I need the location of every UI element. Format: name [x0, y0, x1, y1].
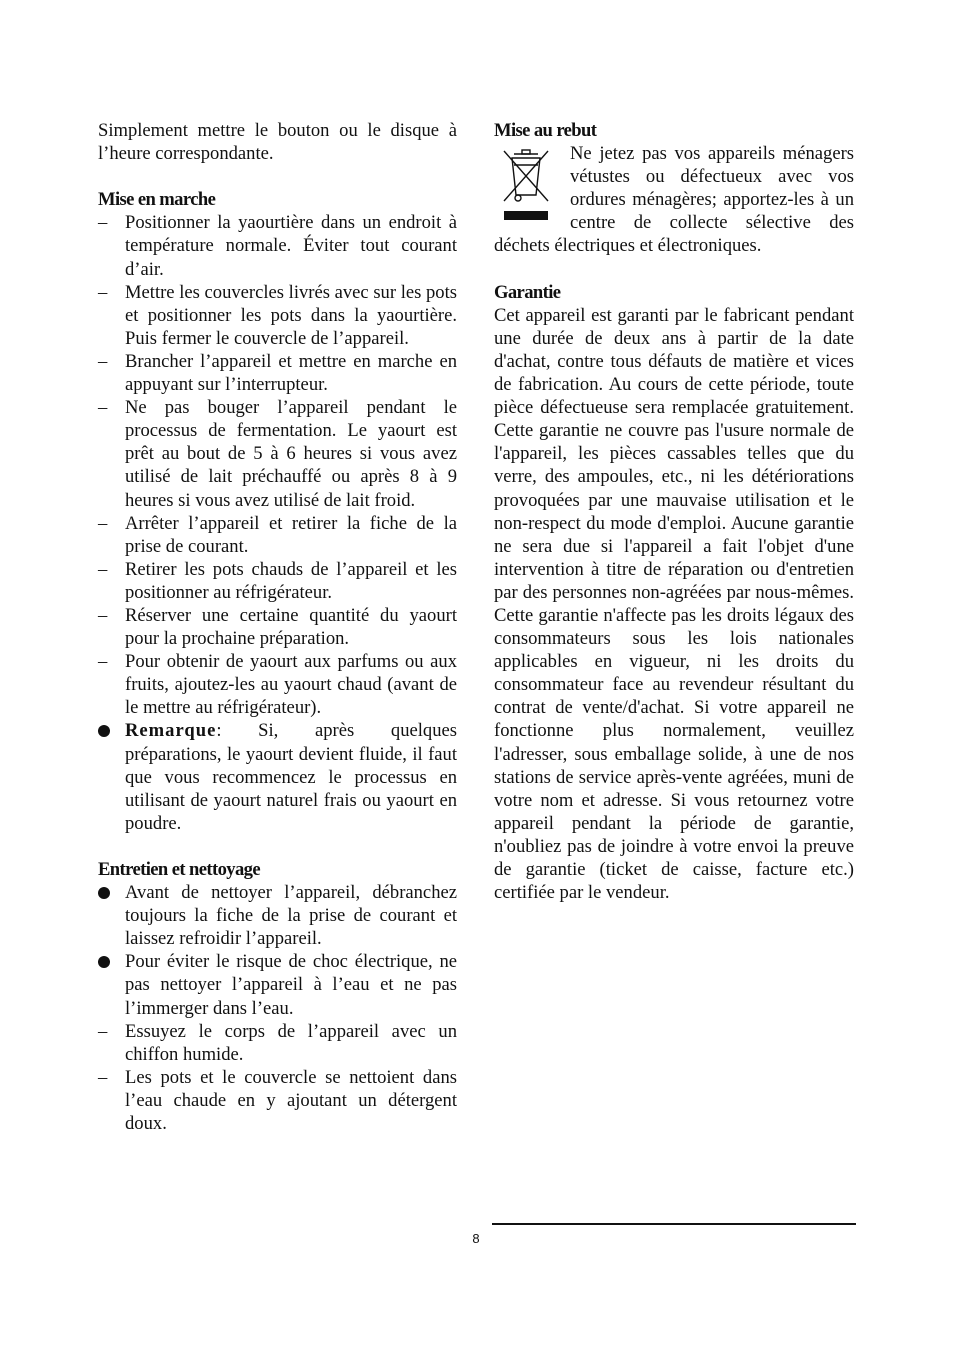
dash-marker: – [98, 604, 108, 626]
start-step-text: Mettre les couvercles livrés avec sur les pots et positionner les pots dans la yaourtière. Puis fermer le couvercle de l’appareil. [125, 281, 457, 349]
start-step [98, 396, 457, 511]
page-number: 8 [472, 1231, 480, 1246]
dash-marker: – [98, 1066, 108, 1088]
cleaning-step [98, 1066, 457, 1135]
cleaning-step-text: Essuyez le corps de l’appareil avec un chiffon humide. [125, 1020, 457, 1065]
dash-marker: – [98, 651, 108, 673]
remark-text: : Si, après quelques préparations, le yaourt devient fluide, il faut que vous recommencez le processus en utilisant de yaourt naturel frais ou yaourt en poudre. [125, 720, 457, 834]
disposal-block [494, 142, 854, 257]
start-heading: Mise en marche [98, 189, 216, 211]
intro-paragraph: Simplement mettre le bouton ou le disque à l’heure correspondante. [98, 120, 457, 165]
start-step-text: Retirer les pots chauds de l’appareil et les positionner au réfrigérateur. [125, 558, 457, 603]
cleaning-step-text: Avant de nettoyer l’appareil, débranchez toujours la fiche de la prise de courant et laissez refroidir l’appareil. [125, 882, 457, 950]
cleaning-step-text: Les pots et le couvercle se nettoient dans l’eau chaude en y ajoutant un détergent doux. [125, 1066, 457, 1135]
cleaning-step [98, 950, 457, 1019]
start-step-text: Pour obtenir de yaourt aux parfums ou aux fruits, ajoutez-les au yaourt chaud (avant de le mettre au réfrigérateur). [125, 651, 457, 719]
crossed-out-wheelie-bin-icon [494, 145, 558, 223]
cleaning-step [98, 1020, 457, 1066]
dash-marker: – [98, 558, 108, 580]
dash-marker: – [98, 212, 108, 234]
start-step-text: Brancher l’appareil et mettre en marche en appuyant sur l’interrupteur. [125, 350, 457, 396]
start-steps-list [98, 211, 457, 719]
start-step [98, 211, 457, 280]
start-step-text: Arrêter l’appareil et retirer la fiche de la prise de courant. [125, 512, 457, 557]
warranty-text: Cet appareil est garanti par le fabricant pendant une durée de deux ans à partir de la date d'achat, contre tous défauts de matière et vices de fabrication. Au cours de cette période, toute pièce défectueuse sera remplacée gratuitement. Cette garantie ne couvre pas l'usure normale de l'appareil, les pièces cassables telles que du verre, des ampoules, etc., ni les détériorations provoquées par une mauvaise utilisation et le non-respect du mode d'emploi. Aucune garantie ne sera due si l'appareil a fait l'objet d'une intervention à titre de réparation ou d'entretien par des personnes non-agréées par nous-mêmes. Cette garantie n'affecte pas les droits légaux des consommateurs sous les lois nationales applicables en vigueur, ni les droits du consommateur face au revendeur résultant du contrat de vente/d'achat. Si votre appareil ne fonctionne plus normalement, veuillez l'adresser, sous emballage solide, à une de nos stations de service après-vente agréées, muni de votre nom et adresse. Si vous retournez votre appareil pendant la période de garantie, n'oubliez pas de joindre à votre envoi la preuve de garantie (ticket de caisse, facture etc.) certifiée par le vendeur. [494, 304, 854, 904]
dash-marker: – [98, 397, 108, 419]
disposal-heading: Mise au rebut [494, 120, 597, 141]
bullet-icon [98, 950, 118, 974]
start-step-text: Positionner la yaourtière dans un endroit à température normale. Éviter tout courant d’air. [125, 212, 457, 280]
cleaning-list [98, 881, 457, 1135]
start-step [98, 558, 457, 604]
start-step [98, 512, 457, 558]
footer-divider [492, 1223, 856, 1225]
bullet-icon [98, 719, 118, 743]
dash-marker: – [98, 512, 108, 534]
dash-marker: – [98, 1020, 108, 1042]
cleaning-step-text: Pour éviter le risque de choc électrique, ne pas nettoyer l’appareil à l’eau et ne pas l’immerger dans l’eau. [125, 951, 457, 1019]
left-column [98, 119, 457, 1135]
dash-marker: – [98, 350, 108, 372]
remark-label: Remarque [125, 720, 217, 742]
start-step-text: Réserver une certaine quantité du yaourt pour la prochaine préparation. [125, 604, 457, 650]
cleaning-step [98, 881, 457, 950]
start-step [98, 281, 457, 350]
start-step-text: Ne pas bouger l’appareil pendant le processus de fermentation. Le yaourt est prêt au bout de 5 à 6 heures si vous avez utilisé de lait préchauffé ou après 8 à 9 heures si vous avez utilisé de lait froid. [125, 397, 457, 511]
start-step [98, 604, 457, 650]
warranty-heading: Garantie [494, 281, 561, 303]
cleaning-heading: Entretien et nettoyage [98, 859, 261, 880]
dash-marker: – [98, 281, 108, 303]
disposal-text: Ne jetez pas vos appareils ménagers vétustes ou défectueux avec vos ordures ménagères; apportez-les à un centre de collecte sélective des déchets électriques et électroniques. [494, 143, 854, 257]
start-step [98, 350, 457, 396]
right-column [494, 119, 854, 904]
bullet-icon [98, 881, 118, 905]
remark-item [98, 719, 457, 834]
start-step [98, 650, 457, 719]
